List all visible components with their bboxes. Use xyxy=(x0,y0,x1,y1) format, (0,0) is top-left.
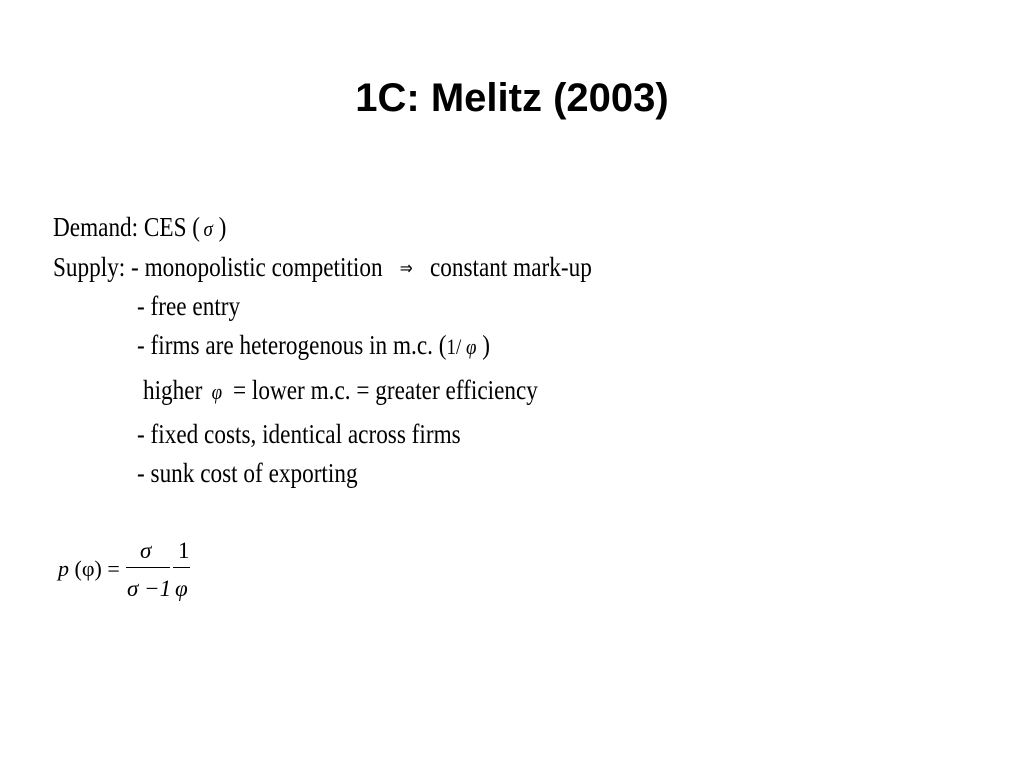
heterogenous-close: ) xyxy=(476,330,490,360)
fraction-2-numerator: 1 xyxy=(178,538,190,563)
free-entry-line: - free entry xyxy=(137,291,241,321)
formula-p: p xyxy=(58,556,69,581)
sunk-cost-line: - sunk cost of exporting xyxy=(137,458,358,488)
fraction-1-bar xyxy=(126,567,170,568)
supply-line xyxy=(53,252,592,286)
demand-close: ) xyxy=(212,212,227,242)
phi-symbol: φ xyxy=(211,379,223,404)
demand-line xyxy=(53,212,226,244)
efficiency-pre: higher xyxy=(143,375,209,405)
formula-equals: = xyxy=(107,556,120,581)
fraction-2-denominator: φ xyxy=(175,576,188,601)
one-over: 1/ xyxy=(446,334,466,359)
formula-lhs xyxy=(58,556,120,582)
supply-result: constant mark-up xyxy=(429,252,592,282)
formula-arg: (φ) xyxy=(74,556,102,581)
demand-text: Demand: CES ( xyxy=(53,212,201,242)
fraction-1-denominator: σ −1 xyxy=(127,576,172,601)
phi-symbol: φ xyxy=(465,334,477,359)
heterogenous-text: - firms are heterogenous in m.c. ( xyxy=(137,330,447,360)
heterogenous-line xyxy=(137,330,490,362)
supply-text: Supply: - monopolistic competition xyxy=(53,252,383,282)
implies-arrow-icon: ⇒ xyxy=(399,258,413,279)
efficiency-line xyxy=(143,375,538,407)
sigma-symbol: σ xyxy=(203,216,213,241)
efficiency-eq: = xyxy=(227,375,252,405)
fraction-2-bar xyxy=(173,567,190,568)
fixed-costs-line: - fixed costs, identical across firms xyxy=(137,419,461,449)
fraction-1-numerator: σ xyxy=(140,538,152,563)
slide-title: 1C: Melitz (2003) xyxy=(355,76,669,120)
price-formula xyxy=(56,534,206,608)
efficiency-post: lower m.c. = greater efficiency xyxy=(251,375,538,405)
